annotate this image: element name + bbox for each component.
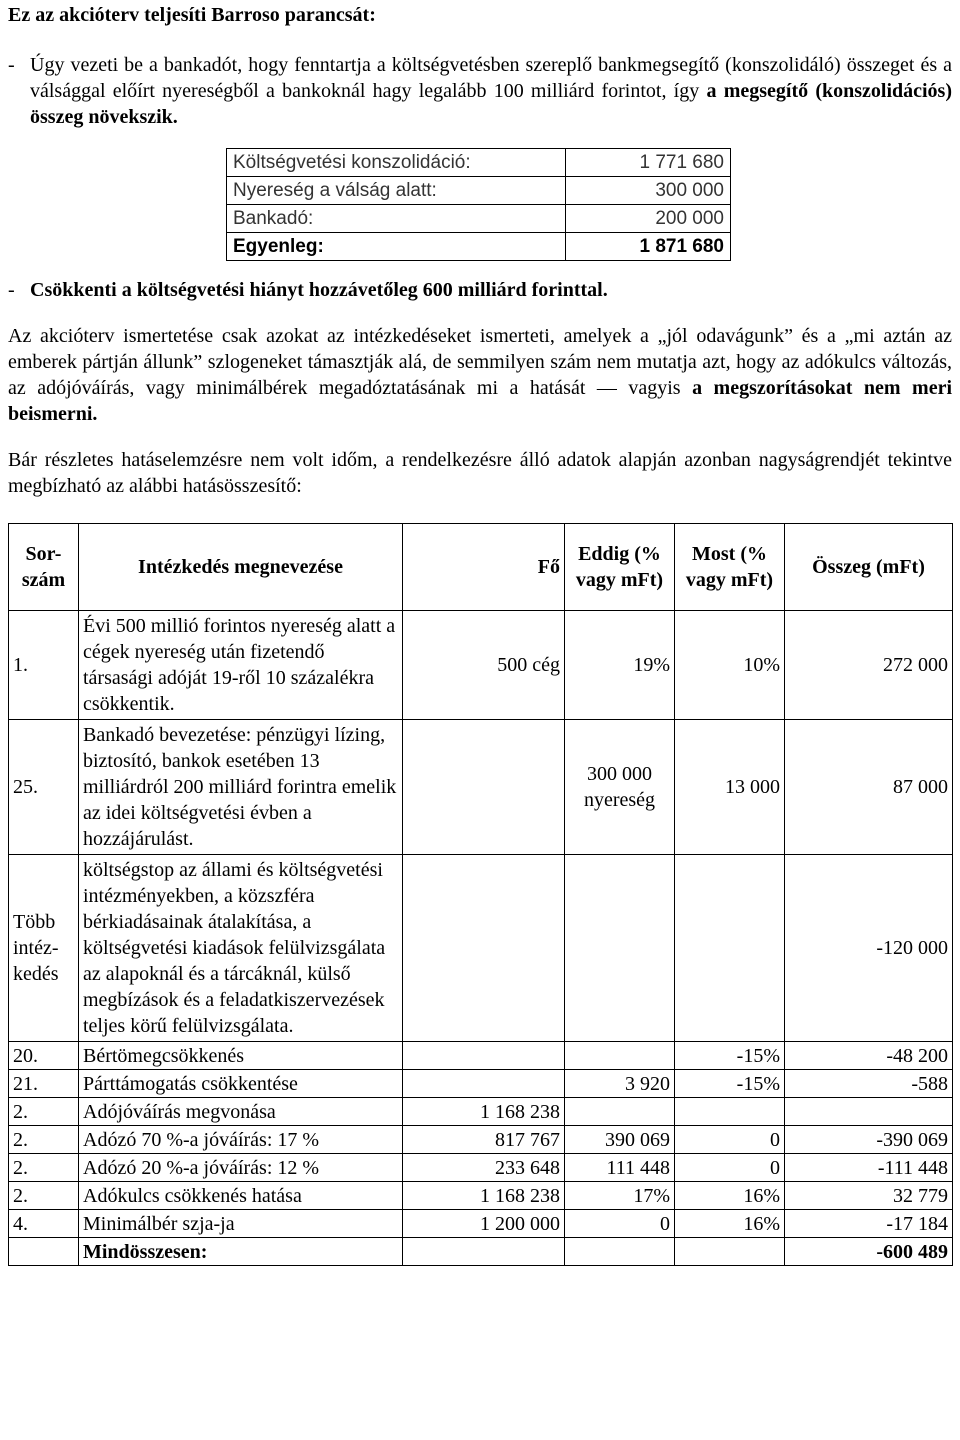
row-most: 16% <box>675 1182 785 1210</box>
row-eddig: 390 069 <box>565 1126 675 1154</box>
row-most: 16% <box>675 1210 785 1238</box>
bullet-text: Csökkenti a költségvetési hiányt hozzávetőleg 600 milliárd forinttal. <box>30 279 608 301</box>
row-name: Évi 500 millió forintos nyereség alatt a cégek nyereség után fizetendő társasági adóját 19-ről 10 százalékra csökkentik. <box>79 611 403 720</box>
summary-label: Költségvetési konszolidáció: <box>227 149 566 177</box>
row-osszeg: 87 000 <box>785 720 953 855</box>
impact-table-header-row <box>9 524 953 611</box>
row-name: Adójóváírás megvonása <box>79 1098 403 1126</box>
bullet-dash: - <box>8 54 15 76</box>
row-osszeg: 272 000 <box>785 611 953 720</box>
row-number: Több intéz-kedés <box>9 855 79 1042</box>
table-row <box>9 611 953 720</box>
summary-value: 1 871 680 <box>566 233 731 261</box>
row-name: Párttámogatás csökkentése <box>79 1070 403 1098</box>
impact-table <box>8 523 953 1266</box>
row-most: 0 <box>675 1154 785 1182</box>
document-heading: Ez az akcióterv teljesíti Barroso parancsát: <box>8 4 376 26</box>
paragraph-1 <box>8 323 952 427</box>
row-fo: 817 767 <box>403 1126 565 1154</box>
table-row <box>9 1238 953 1266</box>
row-osszeg: -390 069 <box>785 1126 953 1154</box>
table-row <box>9 1182 953 1210</box>
row-fo: 500 cég <box>403 611 565 720</box>
row-number: 25. <box>9 720 79 855</box>
row-most <box>675 1098 785 1126</box>
summary-row <box>227 205 731 233</box>
row-number: 2. <box>9 1182 79 1210</box>
table-row <box>9 1098 953 1126</box>
row-fo <box>403 720 565 855</box>
bullet-item-1 <box>8 52 952 130</box>
summary-row <box>227 149 731 177</box>
row-number: 1. <box>9 611 79 720</box>
table-row <box>9 720 953 855</box>
paragraph-1-plain: Az akcióterv ismertetése csak azokat az intézkedéseket ismerteti, amelyek a „jól odavágunk” és a „mi aztán az emberek pártján állunk” szlogeneket támasztják alá, de semmilyen szám nem mutatja azt, hogy az adókulcs változás, az adójóváírás, vagy minimálbérek megadóztatásának mi a hatását — vagyis <box>8 325 952 399</box>
header-sorszam: Sor-szám <box>9 524 79 611</box>
row-osszeg <box>785 1098 953 1126</box>
bullet-dash: - <box>8 279 15 301</box>
table-row <box>9 1070 953 1098</box>
row-name: Adózó 70 %-a jóváírás: 17 % <box>79 1126 403 1154</box>
summary-row <box>227 177 731 205</box>
row-most: 13 000 <box>675 720 785 855</box>
table-row <box>9 1210 953 1238</box>
row-fo: 1 168 238 <box>403 1098 565 1126</box>
row-osszeg: -588 <box>785 1070 953 1098</box>
row-osszeg: -48 200 <box>785 1042 953 1070</box>
row-number: 2. <box>9 1098 79 1126</box>
row-number <box>9 1238 79 1266</box>
header-fo: Fő <box>403 524 565 611</box>
row-fo: 1 168 238 <box>403 1182 565 1210</box>
row-most: -15% <box>675 1070 785 1098</box>
row-eddig: 0 <box>565 1210 675 1238</box>
table-row <box>9 1042 953 1070</box>
header-osszeg: Összeg (mFt) <box>785 524 953 611</box>
row-most: -15% <box>675 1042 785 1070</box>
summary-table <box>226 148 731 261</box>
row-most: 0 <box>675 1126 785 1154</box>
row-number: 20. <box>9 1042 79 1070</box>
row-name: Mindösszesen: <box>79 1238 403 1266</box>
summary-label: Bankadó: <box>227 205 566 233</box>
summary-value: 300 000 <box>566 177 731 205</box>
row-fo <box>403 1070 565 1098</box>
row-eddig <box>565 1238 675 1266</box>
row-eddig <box>565 1098 675 1126</box>
paragraph-2: Bár részletes hatáselemzésre nem volt időm, a rendelkezésre álló adatok alapján azonban nagyságrendjét tekintve megbízható az alábbi hatásösszesítő: <box>8 449 952 497</box>
bullet-text-plain: Úgy vezeti be a bankadót, hogy fenntartja a költségvetésben szereplő bankmegsegítő (konszolidáló) összeget és a válsággal előírt nyereségből a bankoknál hagy legalább 100 milliárd forintot, így <box>30 54 952 102</box>
row-eddig <box>565 855 675 1042</box>
row-osszeg: 32 779 <box>785 1182 953 1210</box>
row-eddig <box>565 1042 675 1070</box>
row-eddig: 17% <box>565 1182 675 1210</box>
row-number: 21. <box>9 1070 79 1098</box>
row-osszeg: -111 448 <box>785 1154 953 1182</box>
summary-value: 200 000 <box>566 205 731 233</box>
row-most <box>675 855 785 1042</box>
table-row <box>9 1154 953 1182</box>
row-name: költségstop az állami és költségvetési intézményekben, a közszféra bérkiadásainak átalakítása, a költségvetési kiadások felülvizsgálata az alapoknál és a tárcáknál, külső megbízások és a feladatkiszervezések teljes körű felülvizsgálata. <box>79 855 403 1042</box>
row-eddig: 111 448 <box>565 1154 675 1182</box>
row-number: 2. <box>9 1154 79 1182</box>
row-number: 4. <box>9 1210 79 1238</box>
row-fo <box>403 855 565 1042</box>
row-fo <box>403 1238 565 1266</box>
header-most: Most (% vagy mFt) <box>675 524 785 611</box>
row-name: Adókulcs csökkenés hatása <box>79 1182 403 1210</box>
row-most <box>675 1238 785 1266</box>
header-name: Intézkedés megnevezése <box>79 524 403 611</box>
table-row <box>9 1126 953 1154</box>
document-page <box>8 2 952 1266</box>
summary-label: Egyenleg: <box>227 233 566 261</box>
table-row <box>9 855 953 1042</box>
row-most: 10% <box>675 611 785 720</box>
summary-row <box>227 233 731 261</box>
row-name: Bankadó bevezetése: pénzügyi lízing, biztosító, bankok esetében 13 milliárdról 200 milliárd forintra emelik az idei költségvetési évben a hozzájárulást. <box>79 720 403 855</box>
bullet-item-2 <box>8 277 952 303</box>
row-eddig: 3 920 <box>565 1070 675 1098</box>
header-eddig: Eddig (% vagy mFt) <box>565 524 675 611</box>
row-fo: 1 200 000 <box>403 1210 565 1238</box>
bullet-text-bold: a megsegítő (konszolidációs) összeg növekszik. <box>30 80 953 128</box>
row-name: Minimálbér szja-ja <box>79 1210 403 1238</box>
row-name: Bértömegcsökkenés <box>79 1042 403 1070</box>
row-fo <box>403 1042 565 1070</box>
row-eddig: 19% <box>565 611 675 720</box>
paragraph-1-bold: a megszorításokat nem meri beismerni. <box>8 377 953 425</box>
row-osszeg: -120 000 <box>785 855 953 1042</box>
row-number: 2. <box>9 1126 79 1154</box>
row-osszeg: -600 489 <box>785 1238 953 1266</box>
row-osszeg: -17 184 <box>785 1210 953 1238</box>
summary-label: Nyereség a válság alatt: <box>227 177 566 205</box>
row-eddig: 300 000 nyereség <box>565 720 675 855</box>
row-name: Adózó 20 %-a jóváírás: 12 % <box>79 1154 403 1182</box>
bullet-text <box>30 52 952 130</box>
summary-value: 1 771 680 <box>566 149 731 177</box>
row-fo: 233 648 <box>403 1154 565 1182</box>
